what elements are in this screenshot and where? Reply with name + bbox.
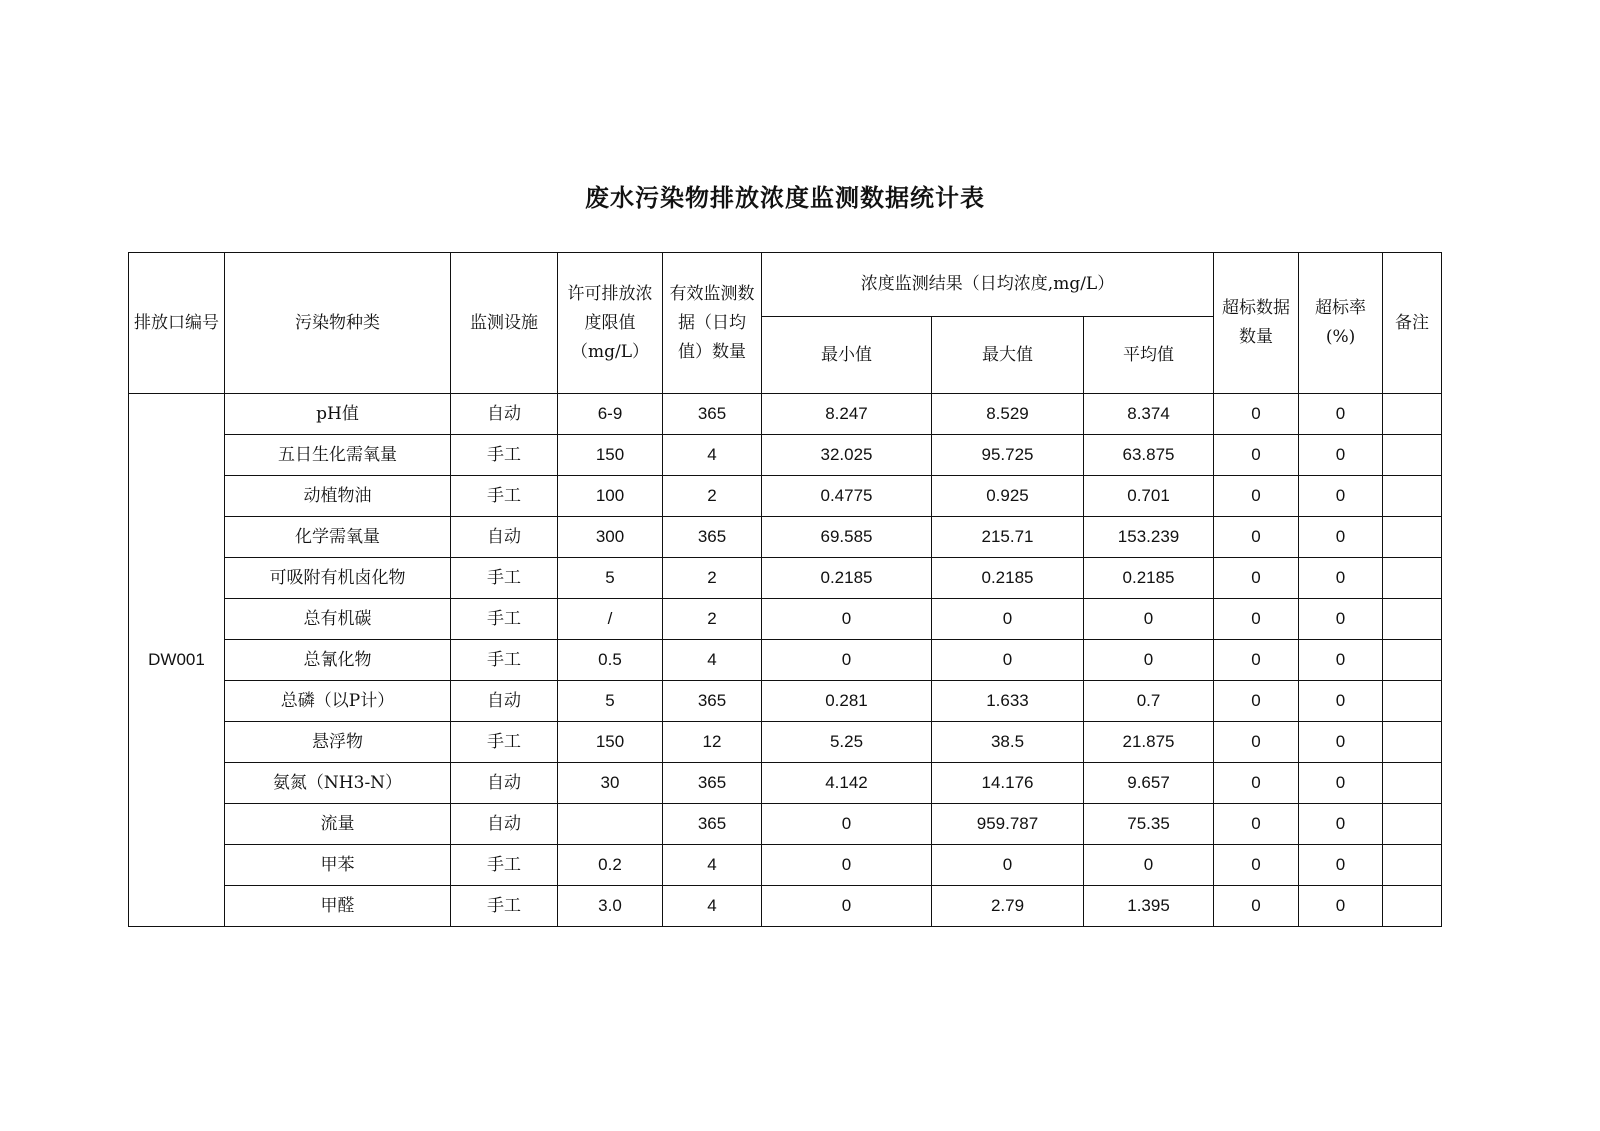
table-row <box>129 722 1442 763</box>
avg-cell: 0.701 <box>1084 476 1214 517</box>
facility-cell: 自动 <box>451 763 558 804</box>
remark-cell <box>1383 804 1442 845</box>
max-cell: 14.176 <box>932 763 1084 804</box>
limit-cell: / <box>558 599 663 640</box>
limit-cell: 6-9 <box>558 394 663 435</box>
monitoring-data-table <box>128 252 1442 927</box>
header-result-group: 浓度监测结果（日均浓度,mg/L） <box>762 253 1214 317</box>
max-cell: 1.633 <box>932 681 1084 722</box>
exceed-rate-cell: 0 <box>1299 804 1383 845</box>
remark-cell <box>1383 763 1442 804</box>
table-row <box>129 394 1442 435</box>
table-row <box>129 845 1442 886</box>
max-cell: 38.5 <box>932 722 1084 763</box>
min-cell: 69.585 <box>762 517 932 558</box>
avg-cell: 8.374 <box>1084 394 1214 435</box>
header-facility: 监测设施 <box>451 253 558 394</box>
count-cell: 365 <box>663 763 762 804</box>
pollutant-cell: 化学需氧量 <box>225 517 451 558</box>
exceed-count-cell: 0 <box>1214 394 1299 435</box>
pollutant-cell: 总磷（以P计） <box>225 681 451 722</box>
pollutant-cell: 流量 <box>225 804 451 845</box>
exceed-rate-cell: 0 <box>1299 722 1383 763</box>
min-cell: 0.4775 <box>762 476 932 517</box>
facility-cell: 自动 <box>451 804 558 845</box>
exceed-count-cell: 0 <box>1214 517 1299 558</box>
avg-cell: 21.875 <box>1084 722 1214 763</box>
header-min: 最小值 <box>762 317 932 394</box>
avg-cell: 75.35 <box>1084 804 1214 845</box>
limit-cell: 150 <box>558 435 663 476</box>
count-cell: 365 <box>663 804 762 845</box>
pollutant-cell: 总有机碳 <box>225 599 451 640</box>
facility-cell: 自动 <box>451 681 558 722</box>
min-cell: 0 <box>762 804 932 845</box>
exceed-count-cell: 0 <box>1214 476 1299 517</box>
min-cell: 0 <box>762 845 932 886</box>
pollutant-cell: pH值 <box>225 394 451 435</box>
facility-cell: 手工 <box>451 558 558 599</box>
remark-cell <box>1383 640 1442 681</box>
avg-cell: 0 <box>1084 845 1214 886</box>
avg-cell: 0 <box>1084 599 1214 640</box>
header-outlet: 排放口编号 <box>129 253 225 394</box>
exceed-count-cell: 0 <box>1214 886 1299 927</box>
pollutant-cell: 总氰化物 <box>225 640 451 681</box>
table-row <box>129 517 1442 558</box>
limit-cell <box>558 804 663 845</box>
header-remark: 备注 <box>1383 253 1442 394</box>
header-max: 最大值 <box>932 317 1084 394</box>
remark-cell <box>1383 558 1442 599</box>
exceed-count-cell: 0 <box>1214 722 1299 763</box>
facility-cell: 手工 <box>451 476 558 517</box>
exceed-count-cell: 0 <box>1214 804 1299 845</box>
exceed-rate-cell: 0 <box>1299 476 1383 517</box>
limit-cell: 3.0 <box>558 886 663 927</box>
min-cell: 0.2185 <box>762 558 932 599</box>
table-row <box>129 681 1442 722</box>
exceed-rate-cell: 0 <box>1299 763 1383 804</box>
exceed-count-cell: 0 <box>1214 640 1299 681</box>
min-cell: 5.25 <box>762 722 932 763</box>
max-cell: 0.2185 <box>932 558 1084 599</box>
header-count: 有效监测数据（日均值）数量 <box>663 253 762 394</box>
facility-cell: 手工 <box>451 640 558 681</box>
limit-cell: 100 <box>558 476 663 517</box>
pollutant-cell: 氨氮（NH3-N） <box>225 763 451 804</box>
limit-cell: 5 <box>558 558 663 599</box>
facility-cell: 手工 <box>451 886 558 927</box>
exceed-rate-cell: 0 <box>1299 517 1383 558</box>
pollutant-cell: 动植物油 <box>225 476 451 517</box>
table-row <box>129 763 1442 804</box>
max-cell: 0 <box>932 640 1084 681</box>
avg-cell: 0.7 <box>1084 681 1214 722</box>
table-row <box>129 804 1442 845</box>
facility-cell: 手工 <box>451 722 558 763</box>
remark-cell <box>1383 476 1442 517</box>
remark-cell <box>1383 517 1442 558</box>
min-cell: 0 <box>762 886 932 927</box>
facility-cell: 自动 <box>451 517 558 558</box>
pollutant-cell: 悬浮物 <box>225 722 451 763</box>
remark-cell <box>1383 722 1442 763</box>
exceed-rate-cell: 0 <box>1299 640 1383 681</box>
avg-cell: 63.875 <box>1084 435 1214 476</box>
min-cell: 0.281 <box>762 681 932 722</box>
header-limit: 许可排放浓度限值（mg/L） <box>558 253 663 394</box>
pollutant-cell: 甲苯 <box>225 845 451 886</box>
facility-cell: 手工 <box>451 599 558 640</box>
limit-cell: 30 <box>558 763 663 804</box>
avg-cell: 153.239 <box>1084 517 1214 558</box>
min-cell: 0 <box>762 640 932 681</box>
exceed-rate-cell: 0 <box>1299 435 1383 476</box>
header-exceed-count: 超标数据数量 <box>1214 253 1299 394</box>
exceed-rate-cell: 0 <box>1299 599 1383 640</box>
count-cell: 4 <box>663 435 762 476</box>
count-cell: 4 <box>663 886 762 927</box>
limit-cell: 5 <box>558 681 663 722</box>
remark-cell <box>1383 845 1442 886</box>
exceed-count-cell: 0 <box>1214 435 1299 476</box>
pollutant-cell: 可吸附有机卤化物 <box>225 558 451 599</box>
table-row <box>129 886 1442 927</box>
remark-cell <box>1383 681 1442 722</box>
count-cell: 2 <box>663 599 762 640</box>
exceed-count-cell: 0 <box>1214 558 1299 599</box>
avg-cell: 9.657 <box>1084 763 1214 804</box>
max-cell: 215.71 <box>932 517 1084 558</box>
table-row <box>129 558 1442 599</box>
exceed-rate-cell: 0 <box>1299 886 1383 927</box>
exceed-rate-cell: 0 <box>1299 845 1383 886</box>
table-row <box>129 599 1442 640</box>
max-cell: 0 <box>932 599 1084 640</box>
limit-cell: 0.2 <box>558 845 663 886</box>
avg-cell: 1.395 <box>1084 886 1214 927</box>
min-cell: 0 <box>762 599 932 640</box>
min-cell: 8.247 <box>762 394 932 435</box>
count-cell: 2 <box>663 558 762 599</box>
header-exceed-rate: 超标率(%) <box>1299 253 1383 394</box>
count-cell: 2 <box>663 476 762 517</box>
exceed-count-cell: 0 <box>1214 763 1299 804</box>
count-cell: 4 <box>663 640 762 681</box>
facility-cell: 手工 <box>451 435 558 476</box>
max-cell: 95.725 <box>932 435 1084 476</box>
pollutant-cell: 五日生化需氧量 <box>225 435 451 476</box>
max-cell: 0 <box>932 845 1084 886</box>
max-cell: 0.925 <box>932 476 1084 517</box>
table-row <box>129 640 1442 681</box>
limit-cell: 0.5 <box>558 640 663 681</box>
facility-cell: 手工 <box>451 845 558 886</box>
avg-cell: 0 <box>1084 640 1214 681</box>
pollutant-cell: 甲醛 <box>225 886 451 927</box>
max-cell: 8.529 <box>932 394 1084 435</box>
exceed-rate-cell: 0 <box>1299 681 1383 722</box>
count-cell: 365 <box>663 517 762 558</box>
avg-cell: 0.2185 <box>1084 558 1214 599</box>
table-row <box>129 476 1442 517</box>
remark-cell <box>1383 394 1442 435</box>
exceed-rate-cell: 0 <box>1299 558 1383 599</box>
exceed-count-cell: 0 <box>1214 681 1299 722</box>
count-cell: 12 <box>663 722 762 763</box>
max-cell: 2.79 <box>932 886 1084 927</box>
count-cell: 4 <box>663 845 762 886</box>
remark-cell <box>1383 599 1442 640</box>
max-cell: 959.787 <box>932 804 1084 845</box>
exceed-count-cell: 0 <box>1214 845 1299 886</box>
exceed-rate-cell: 0 <box>1299 394 1383 435</box>
outlet-id-cell: DW001 <box>129 394 225 927</box>
header-avg: 平均值 <box>1084 317 1214 394</box>
remark-cell <box>1383 435 1442 476</box>
remark-cell <box>1383 886 1442 927</box>
document-title: 废水污染物排放浓度监测数据统计表 <box>585 183 985 212</box>
exceed-count-cell: 0 <box>1214 599 1299 640</box>
count-cell: 365 <box>663 394 762 435</box>
facility-cell: 自动 <box>451 394 558 435</box>
count-cell: 365 <box>663 681 762 722</box>
header-pollutant: 污染物种类 <box>225 253 451 394</box>
limit-cell: 150 <box>558 722 663 763</box>
table-row <box>129 435 1442 476</box>
min-cell: 4.142 <box>762 763 932 804</box>
limit-cell: 300 <box>558 517 663 558</box>
min-cell: 32.025 <box>762 435 932 476</box>
